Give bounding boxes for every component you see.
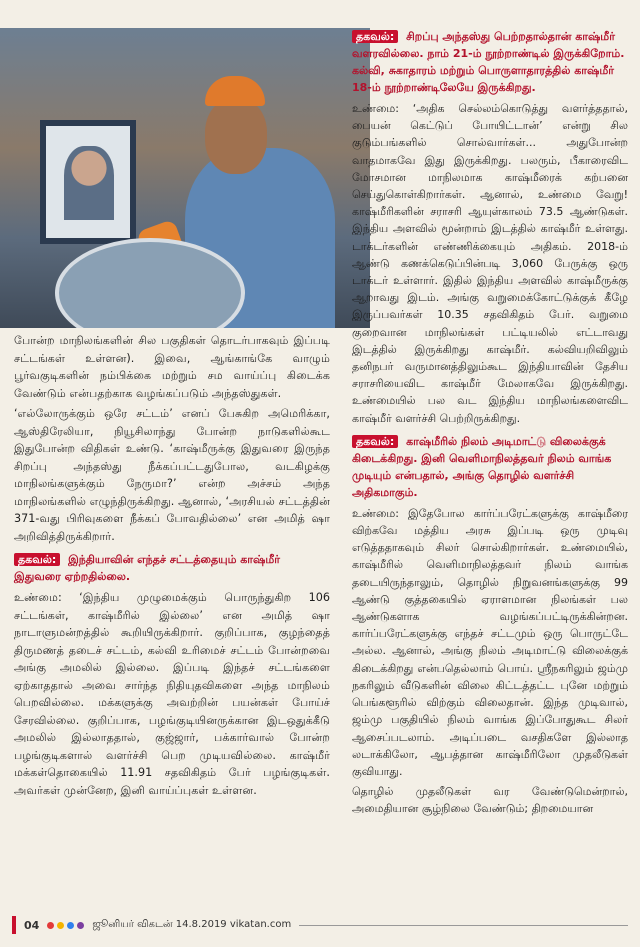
footer-dot bbox=[57, 922, 64, 929]
right-callout-2 bbox=[352, 433, 628, 501]
page-footer bbox=[12, 914, 628, 936]
right-column bbox=[352, 28, 628, 821]
left-column bbox=[14, 332, 330, 802]
footer-meta: ஜூனியர் விகடன் 14.8.2019 vikatan.com bbox=[92, 919, 292, 930]
footer-rule bbox=[299, 925, 628, 926]
photo-portrait-frame bbox=[40, 120, 136, 244]
footer-dot bbox=[77, 922, 84, 929]
photo-face bbox=[205, 98, 267, 174]
left-paragraph-1: போன்ற மாநிலங்களின் சில பகுதிகள் தொடர்பாகவும் இப்படி சட்டங்கள் உள்ளன). இவை, ஆங்காங்கே வாழும் பூர்வகுடிகளின் நம்பிக்கை மற்றும் சம வாய்ப்பு கிடைக்க வேண்டும் என்பதற்காக வழங்கப்படும் அந்தஸ்துகள். bbox=[14, 334, 330, 400]
photo-portrait bbox=[64, 146, 114, 220]
callout-tag: தகவல்: bbox=[14, 553, 60, 566]
footer-dot bbox=[67, 922, 74, 929]
callout-text: காஷ்மீரில் நிலம் அடிமாட்டு விலைக்குக் கிடைக்கிறது. இனி வெளிமாநிலத்தவர் நிலம் வாங்க முடியும் என்பதால், அங்கு தொழில் வளர்ச்சி அதிகமாகும். bbox=[352, 434, 612, 499]
left-paragraph-2: ‘எல்லோருக்கும் ஒரே சட்டம்’ எனப் பேசுகிற அமெரிக்கா, ஆஸ்திரேலியா, நியூசிலாந்து போன்ற நாடுகளில்கூட இதுபோன்ற விதிகள் உண்டு. ‘காஷ்மீருக்கு இதுவரை இருந்த சிறப்பு அந்தஸ்து நீக்கப்பட்டதுபோல, வடகிழக்கு மாநிலங்களுக்கும் நேருமா?’ என்ற அச்சம் அந்த மாநிலங்களில் எழுந்திருக்கிறது. ஆனால், ‘அரசியல் சட்டத்தின் 371-வது பிரிவுகளை நீக்கப் போவதில்லை’ என அமித் ஷா அறிவித்திருக்கிறார். bbox=[14, 407, 330, 543]
callout-text: இந்தியாவின் எந்தச் சட்டத்தையும் காஷ்மீர் இதுவரை ஏற்றதில்லை. bbox=[14, 553, 280, 583]
left-paragraph-3: உண்மை: ‘இந்திய முழுமைக்கும் பொருந்துகிற 106 சட்டங்கள், காஷ்மீரில் இல்லை’ என அமித் ஷா நாடாளுமன்றத்தில் கூறியிருக்கிறார். குறிப்பாக, குழந்தைத் திருமணத் தடைச் சட்டம், கல்வி உரிமைச் சட்டம் போன்றவை அங்கு அமலில் இல்லை. இப்படி இந்தச் சட்டங்களை ஏற்காததால் அவை சார்ந்த நிதியுதவிகளை அந்த மாநிலம் பெறவில்லை. மக்களுக்கு அவற்றின் பயன்கள் போய்ச் சேரவில்லை. குறிப்பாக, பழங்குடியினருக்கான இடஒதுக்கீடு அமலில் இல்லாததால், குஜ்ஜார், பக்கார்வால் போன்ற பழங்குடிகளால் வளர்ச்சி பெற முடியவில்லை. காஷ்மீர் மக்கள்தொகையில் 11.91 சதவிகிதம் பேர் பழங்குடிகள். அவர்கள் முன்னேற, இனி வாய்ப்புகள் உள்ளன. bbox=[14, 591, 330, 797]
callout-tag: தகவல்: bbox=[352, 435, 398, 448]
footer-accent-bar bbox=[12, 916, 16, 934]
footer-dot bbox=[47, 922, 54, 929]
right-callout-1 bbox=[352, 28, 628, 96]
footer-dots bbox=[47, 922, 84, 929]
right-paragraph-1: உண்மை: ‘அதிக செல்லம்கொடுத்து வளர்த்ததால், பையன் கெட்டுப் போயிட்டான்’ என்று சில குடும்பங்களில் சொல்வார்கள்... அதுபோன்ற வாதமாகவே இது இருக்கிறது. பலரும், பீகாரைவிட மோசமான மாநிலமாக காஷ்மீரைக் கற்பனை செய்துகொள்கிறார்கள். ஆனால், உண்மை வேறு! காஷ்மீரிகளின் சராசரி ஆயுள்காலம் 73.5 ஆண்டுகள். இந்திய அளவில் மூன்றாம் இடத்தில் காஷ்மீர் உள்ளது. டாக்டர்களின் எண்ணிக்கையும் அதிகம். 2018-ம் ஆண்டு கணக்கெடுப்பின்படி 3,060 பேருக்கு ஒரு டாக்டர் உள்ளார். இதில் இந்திய அளவில் காஷ்மீருக்கு ஆறாவது இடம். அங்கு வறுமைக்கோட்டுக்குக் கீழே இருப்பவர்கள் 10.35 சதவிகிதம் பேர். வறுமை குறைவான மாநிலங்கள் பட்டியலில் எட்டாவது இடத்தில் இருக்கிறது காஷ்மீர். கல்வியறிவிலும் தனிநபர் வருமானத்திலும்கூட இந்தியாவின் தேசிய சராசரியைவிட காஷ்மீர் மேலாகவே இருக்கிறது. உண்மையில் பல வட இந்திய மாநிலங்களைவிட காஷ்மீர் வளர்ச்சி பெற்றிருக்கிறது. bbox=[352, 102, 628, 425]
callout-tag: தகவல்: bbox=[352, 30, 398, 43]
callout-text: சிறப்பு அந்தஸ்து பெற்றதால்தான் காஷ்மீர் வளரவில்லை. நாம் 21-ம் நூற்றாண்டில் இருக்கிறோம். கல்வி, சுகாதாரம் மற்றும் பொருளாதாரத்தில் காஷ்மீர் 18-ம் நூற்றாண்டிலேயே இருக்கிறது. bbox=[352, 30, 625, 94]
news-photo bbox=[0, 28, 370, 328]
page-number: 04 bbox=[24, 918, 40, 932]
photo-cap bbox=[205, 76, 265, 106]
left-callout bbox=[14, 551, 330, 585]
right-paragraph-2: உண்மை: இதேபோல கார்ப்பரேட்களுக்கு காஷ்மீரை விற்கவே மத்திய அரசு இப்படி ஒரு முடிவு எடுத்ததாகவும் சிலர் சொல்கிறார்கள். உண்மையில், காஷ்மீரில் வெளிமாநிலத்தவர் நிலம் வாங்க தடையிருந்தாலும், தொழில் நிறுவனங்களுக்கு 99 ஆண்டு குத்தகையில் ஏராளமான நிலங்கள் பல ஆண்டுகளாக வழங்கப்பட்டிருக்கின்றன. கார்ப்பரேட்களுக்கு எந்தச் சட்டமும் ஒரு பொருட்டே அல்ல. ஆனால், அங்கு நிலம் அடிமாட்டு விலைக்குக் கிடைக்கிறது என்பதெல்லாம் பொய். ஸ்ரீநகரிலும் ஜம்மு நகரிலும் வீடுகளின் விலை கிட்டத்தட்ட புனே மற்றும் பெங்களூரில் விற்கும் விலைதான். இந்த முடிவால், ஜம்மு பகுதியில் நிலம் வாங்க இப்போதுகூட சிலர் ஆசைப்படலாம். அடிப்படை வசதிகளே இல்லாத லடாக்கிலோ, ஆபத்தான காஷ்மீரிலோ முதலீடுகள் குவியாது. bbox=[352, 506, 628, 778]
right-paragraph-3: தொழில் முதலீடுகள் வர வேண்டுமென்றால், அமைதியான சூழ்நிலை வேண்டும்; திறமையான bbox=[352, 785, 628, 816]
